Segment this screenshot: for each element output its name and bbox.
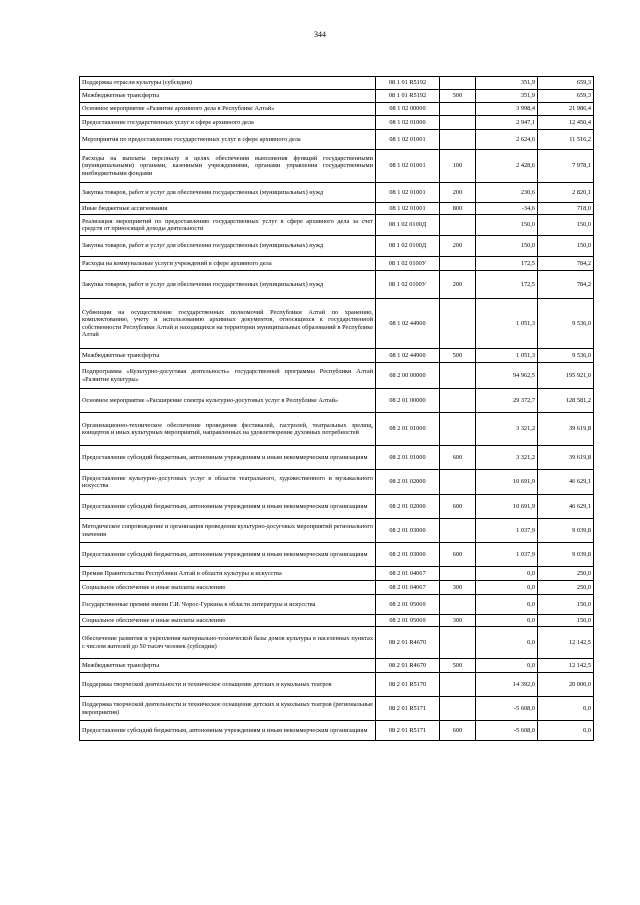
row-expense-type-cell: 200 bbox=[440, 236, 476, 257]
row-code-cell: 08 1 01 R5192 bbox=[376, 77, 440, 90]
table-row bbox=[80, 627, 594, 659]
budget-table bbox=[79, 76, 594, 741]
row-name-cell: Реализация мероприятий по предоставлению государственных услуг в сфере архивного дела за счет средств от приносящей доходы деятельности bbox=[80, 215, 376, 236]
row-name-cell: Закупка товаров, работ и услуг для обеспечения государственных (муниципальных) нужд bbox=[80, 271, 376, 299]
row-name-cell: Предоставление культурно-досуговых услуг в области театрального, художественного и музыкального искусства bbox=[80, 470, 376, 495]
row-amount-total-cell: 0,0 bbox=[538, 721, 594, 741]
row-expense-type-cell: 300 bbox=[440, 615, 476, 627]
row-expense-type-cell bbox=[440, 697, 476, 721]
row-amount-total-cell: 150,0 bbox=[538, 595, 594, 615]
table-row bbox=[80, 349, 594, 363]
row-amount-change-cell: 1 037,9 bbox=[476, 543, 538, 567]
table-row bbox=[80, 116, 594, 130]
row-amount-total-cell: 718,0 bbox=[538, 203, 594, 215]
row-expense-type-cell: 500 bbox=[440, 659, 476, 673]
row-code-cell: 08 2 01 R5171 bbox=[376, 721, 440, 741]
row-amount-total-cell: 20 000,0 bbox=[538, 673, 594, 697]
row-amount-total-cell: 9 039,8 bbox=[538, 543, 594, 567]
row-amount-total-cell: 7 978,1 bbox=[538, 150, 594, 183]
row-code-cell: 08 1 02 01001 bbox=[376, 203, 440, 215]
row-amount-change-cell: 3 321,2 bbox=[476, 413, 538, 446]
row-code-cell: 08 2 01 R4670 bbox=[376, 627, 440, 659]
row-code-cell: 08 2 01 02000 bbox=[376, 470, 440, 495]
row-amount-change-cell: 230,6 bbox=[476, 183, 538, 203]
row-amount-change-cell: 10 691,9 bbox=[476, 495, 538, 519]
row-amount-total-cell: 659,3 bbox=[538, 77, 594, 90]
row-amount-total-cell: 11 516,2 bbox=[538, 130, 594, 150]
row-amount-total-cell: 9 536,0 bbox=[538, 299, 594, 349]
row-name-cell: Подпрограмма «Культурно-досуговая деятельность» государственной программы Республики Алтай «Развитие культуры» bbox=[80, 363, 376, 389]
row-name-cell: Основное мероприятие «Расширение спектра культурно-досуговых услуг в Республике Алтай» bbox=[80, 389, 376, 413]
row-amount-change-cell: 2 947,1 bbox=[476, 116, 538, 130]
row-name-cell: Субвенции на осуществление государственных полномочий Республики Алтай по хранению, комплектованию, учету и использованию архивных документов, относящихся к государственной собственности Республики Алтай и находящихся на территории муниципальных образований в Республике Алтай bbox=[80, 299, 376, 349]
row-name-cell: Государственные премии имени Г.И. Чорос-Гуркина в области литературы и искусства bbox=[80, 595, 376, 615]
row-expense-type-cell: 800 bbox=[440, 203, 476, 215]
table-row bbox=[80, 446, 594, 470]
row-name-cell: Расходы на коммунальные услуги учреждений в сфере архивного дела bbox=[80, 257, 376, 271]
row-expense-type-cell: 500 bbox=[440, 349, 476, 363]
row-amount-total-cell: 195 921,0 bbox=[538, 363, 594, 389]
row-expense-type-cell: 100 bbox=[440, 150, 476, 183]
row-code-cell: 08 2 01 04067 bbox=[376, 581, 440, 595]
row-name-cell: Поддержка творческой деятельности и техническое оснащение детских и кукольных театров (региональные мероприятия) bbox=[80, 697, 376, 721]
row-name-cell: Предоставление субсидий бюджетным, автономным учреждениям и иным некоммерческим организациям bbox=[80, 543, 376, 567]
table-row bbox=[80, 389, 594, 413]
row-amount-change-cell: 150,0 bbox=[476, 215, 538, 236]
row-expense-type-cell bbox=[440, 77, 476, 90]
row-expense-type-cell bbox=[440, 627, 476, 659]
row-amount-change-cell: 3 321,2 bbox=[476, 446, 538, 470]
row-expense-type-cell bbox=[440, 130, 476, 150]
row-name-cell: Социальное обеспечение и иные выплаты населению bbox=[80, 581, 376, 595]
row-amount-total-cell: 21 986,4 bbox=[538, 103, 594, 116]
budget-table-body bbox=[80, 77, 594, 741]
row-amount-total-cell: 150,0 bbox=[538, 215, 594, 236]
row-expense-type-cell: 600 bbox=[440, 446, 476, 470]
row-amount-change-cell: 1 051,3 bbox=[476, 299, 538, 349]
row-amount-total-cell: 39 619,8 bbox=[538, 413, 594, 446]
row-amount-total-cell: 9 536,0 bbox=[538, 349, 594, 363]
page-number: 344 bbox=[314, 30, 326, 39]
table-row bbox=[80, 595, 594, 615]
row-amount-change-cell: 0,0 bbox=[476, 615, 538, 627]
table-row bbox=[80, 257, 594, 271]
row-code-cell: 08 1 02 01001 bbox=[376, 130, 440, 150]
row-name-cell: Поддержка отрасли культуры (субсидии) bbox=[80, 77, 376, 90]
row-name-cell: Организационно-техническое обеспечение проведения фестивалей, гастролей, театральных зрелищ, концертов и иных культурных мероприятий, направленных на удовлетворение духовных потребностей bbox=[80, 413, 376, 446]
table-row bbox=[80, 299, 594, 349]
row-expense-type-cell bbox=[440, 470, 476, 495]
row-amount-change-cell: 351,9 bbox=[476, 77, 538, 90]
row-code-cell: 08 2 01 05069 bbox=[376, 615, 440, 627]
row-amount-change-cell: 29 372,7 bbox=[476, 389, 538, 413]
row-amount-change-cell: 2 428,6 bbox=[476, 150, 538, 183]
row-amount-change-cell: 0,0 bbox=[476, 581, 538, 595]
table-row bbox=[80, 519, 594, 543]
row-name-cell: Поддержка творческой деятельности и техническое оснащение детских и кукольных театров bbox=[80, 673, 376, 697]
row-name-cell: Межбюджетные трансферты bbox=[80, 659, 376, 673]
row-code-cell: 08 1 02 44900 bbox=[376, 299, 440, 349]
row-name-cell: Межбюджетные трансферты bbox=[80, 90, 376, 103]
row-name-cell: Иные бюджетные ассигнования bbox=[80, 203, 376, 215]
row-amount-total-cell: 12 142,5 bbox=[538, 627, 594, 659]
row-amount-total-cell: 250,0 bbox=[538, 581, 594, 595]
row-name-cell: Мероприятия по предоставлению государственных услуг в сфере архивного дела bbox=[80, 130, 376, 150]
row-code-cell: 08 2 01 01000 bbox=[376, 446, 440, 470]
row-code-cell: 08 2 01 00000 bbox=[376, 389, 440, 413]
row-expense-type-cell bbox=[440, 413, 476, 446]
row-expense-type-cell: 600 bbox=[440, 721, 476, 741]
row-code-cell: 08 2 01 01000 bbox=[376, 413, 440, 446]
row-code-cell: 08 1 02 0100У bbox=[376, 257, 440, 271]
row-code-cell: 08 2 01 R5170 bbox=[376, 673, 440, 697]
row-amount-change-cell: 1 051,3 bbox=[476, 349, 538, 363]
row-amount-change-cell: 1 037,9 bbox=[476, 519, 538, 543]
row-code-cell: 08 1 02 00000 bbox=[376, 103, 440, 116]
table-row bbox=[80, 567, 594, 581]
row-code-cell: 08 2 00 00000 bbox=[376, 363, 440, 389]
row-code-cell: 08 2 01 04067 bbox=[376, 567, 440, 581]
row-amount-change-cell: 10 691,9 bbox=[476, 470, 538, 495]
row-amount-total-cell: 46 629,1 bbox=[538, 470, 594, 495]
row-name-cell: Основное мероприятие «Развитие архивного дела в Республике Алтай» bbox=[80, 103, 376, 116]
table-row bbox=[80, 673, 594, 697]
row-expense-type-cell bbox=[440, 673, 476, 697]
row-expense-type-cell: 200 bbox=[440, 183, 476, 203]
table-row bbox=[80, 495, 594, 519]
row-code-cell: 08 1 02 01001 bbox=[376, 183, 440, 203]
table-row bbox=[80, 697, 594, 721]
row-code-cell: 08 1 02 01001 bbox=[376, 150, 440, 183]
row-expense-type-cell bbox=[440, 595, 476, 615]
table-row bbox=[80, 271, 594, 299]
row-expense-type-cell bbox=[440, 567, 476, 581]
row-name-cell: Премия Правительства Республики Алтай в области культуры и искусства bbox=[80, 567, 376, 581]
table-row bbox=[80, 236, 594, 257]
row-amount-change-cell: 0,0 bbox=[476, 659, 538, 673]
row-amount-change-cell: 172,5 bbox=[476, 257, 538, 271]
row-expense-type-cell bbox=[440, 103, 476, 116]
row-amount-total-cell: 0,0 bbox=[538, 697, 594, 721]
table-row bbox=[80, 615, 594, 627]
row-amount-total-cell: 784,2 bbox=[538, 271, 594, 299]
row-amount-total-cell: 9 039,8 bbox=[538, 519, 594, 543]
row-expense-type-cell bbox=[440, 519, 476, 543]
table-row bbox=[80, 77, 594, 90]
table-row bbox=[80, 543, 594, 567]
row-amount-change-cell: 150,0 bbox=[476, 236, 538, 257]
table-row bbox=[80, 215, 594, 236]
row-code-cell: 08 1 02 44900 bbox=[376, 349, 440, 363]
row-code-cell: 08 1 02 0100Д bbox=[376, 215, 440, 236]
row-expense-type-cell: 600 bbox=[440, 495, 476, 519]
row-amount-total-cell: 150,0 bbox=[538, 236, 594, 257]
row-amount-change-cell: 2 624,6 bbox=[476, 130, 538, 150]
row-code-cell: 08 1 02 0100У bbox=[376, 271, 440, 299]
row-expense-type-cell: 600 bbox=[440, 543, 476, 567]
row-code-cell: 08 2 01 02000 bbox=[376, 495, 440, 519]
table-row bbox=[80, 659, 594, 673]
table-row bbox=[80, 150, 594, 183]
row-expense-type-cell bbox=[440, 389, 476, 413]
row-code-cell: 08 1 02 01000 bbox=[376, 116, 440, 130]
row-code-cell: 08 1 01 R5192 bbox=[376, 90, 440, 103]
row-amount-change-cell: 3 998,4 bbox=[476, 103, 538, 116]
table-row bbox=[80, 90, 594, 103]
row-name-cell: Закупка товаров, работ и услуг для обеспечения государственных (муниципальных) нужд bbox=[80, 183, 376, 203]
table-row bbox=[80, 721, 594, 741]
row-expense-type-cell bbox=[440, 257, 476, 271]
row-amount-change-cell: -34,6 bbox=[476, 203, 538, 215]
row-amount-change-cell: -5 608,0 bbox=[476, 697, 538, 721]
row-expense-type-cell bbox=[440, 215, 476, 236]
row-name-cell: Расходы на выплаты персоналу в целях обеспечения выполнения функций государственными (муниципальными) органами, казенными учреждениями, органами управления государственными внебюджетными фондами bbox=[80, 150, 376, 183]
row-code-cell: 08 2 01 R5171 bbox=[376, 697, 440, 721]
row-name-cell: Межбюджетные трансферты bbox=[80, 349, 376, 363]
row-amount-total-cell: 250,0 bbox=[538, 567, 594, 581]
row-code-cell: 08 2 01 03000 bbox=[376, 543, 440, 567]
table-row bbox=[80, 581, 594, 595]
row-name-cell: Предоставление субсидий бюджетным, автономным учреждениям и иным некоммерческим организациям bbox=[80, 495, 376, 519]
row-code-cell: 08 2 01 03000 bbox=[376, 519, 440, 543]
row-code-cell: 08 2 01 R4670 bbox=[376, 659, 440, 673]
row-amount-change-cell: 351,9 bbox=[476, 90, 538, 103]
table-row bbox=[80, 183, 594, 203]
row-name-cell: Обеспечение развития и укрепления материально-технической базы домов культуры в населенных пунктах с числом жителей до 50 тысяч человек (субсидии) bbox=[80, 627, 376, 659]
row-amount-change-cell: 172,5 bbox=[476, 271, 538, 299]
table-row bbox=[80, 413, 594, 446]
row-amount-total-cell: 659,3 bbox=[538, 90, 594, 103]
table-row bbox=[80, 203, 594, 215]
row-amount-total-cell: 12 142,5 bbox=[538, 659, 594, 673]
row-amount-change-cell: 94 962,5 bbox=[476, 363, 538, 389]
row-amount-change-cell: 0,0 bbox=[476, 627, 538, 659]
table-row bbox=[80, 130, 594, 150]
row-amount-change-cell: -5 608,0 bbox=[476, 721, 538, 741]
table-row bbox=[80, 363, 594, 389]
row-name-cell: Предоставление субсидий бюджетным, автономным учреждениям и иным некоммерческим организациям bbox=[80, 721, 376, 741]
row-amount-total-cell: 39 619,8 bbox=[538, 446, 594, 470]
row-amount-change-cell: 0,0 bbox=[476, 595, 538, 615]
table-row bbox=[80, 103, 594, 116]
row-name-cell: Предоставление государственных услуг в сфере архивного дела bbox=[80, 116, 376, 130]
row-amount-change-cell: 0,0 bbox=[476, 567, 538, 581]
table-row bbox=[80, 470, 594, 495]
row-name-cell: Методическое сопровождение и организация проведения культурно-досуговых мероприятий регионального значения bbox=[80, 519, 376, 543]
row-amount-total-cell: 12 450,4 bbox=[538, 116, 594, 130]
row-expense-type-cell: 500 bbox=[440, 90, 476, 103]
row-name-cell: Закупка товаров, работ и услуг для обеспечения государственных (муниципальных) нужд bbox=[80, 236, 376, 257]
row-amount-total-cell: 150,0 bbox=[538, 615, 594, 627]
row-expense-type-cell: 300 bbox=[440, 581, 476, 595]
row-expense-type-cell bbox=[440, 299, 476, 349]
row-name-cell: Предоставление субсидий бюджетным, автономным учреждениям и иным некоммерческим организациям bbox=[80, 446, 376, 470]
row-amount-change-cell: 14 392,0 bbox=[476, 673, 538, 697]
row-amount-total-cell: 46 629,1 bbox=[538, 495, 594, 519]
row-name-cell: Социальное обеспечение и иные выплаты населению bbox=[80, 615, 376, 627]
row-amount-total-cell: 2 820,1 bbox=[538, 183, 594, 203]
row-amount-total-cell: 784,2 bbox=[538, 257, 594, 271]
row-expense-type-cell: 200 bbox=[440, 271, 476, 299]
row-code-cell: 08 1 02 0100Д bbox=[376, 236, 440, 257]
row-expense-type-cell bbox=[440, 116, 476, 130]
row-expense-type-cell bbox=[440, 363, 476, 389]
row-amount-total-cell: 128 581,2 bbox=[538, 389, 594, 413]
row-code-cell: 08 2 01 05069 bbox=[376, 595, 440, 615]
